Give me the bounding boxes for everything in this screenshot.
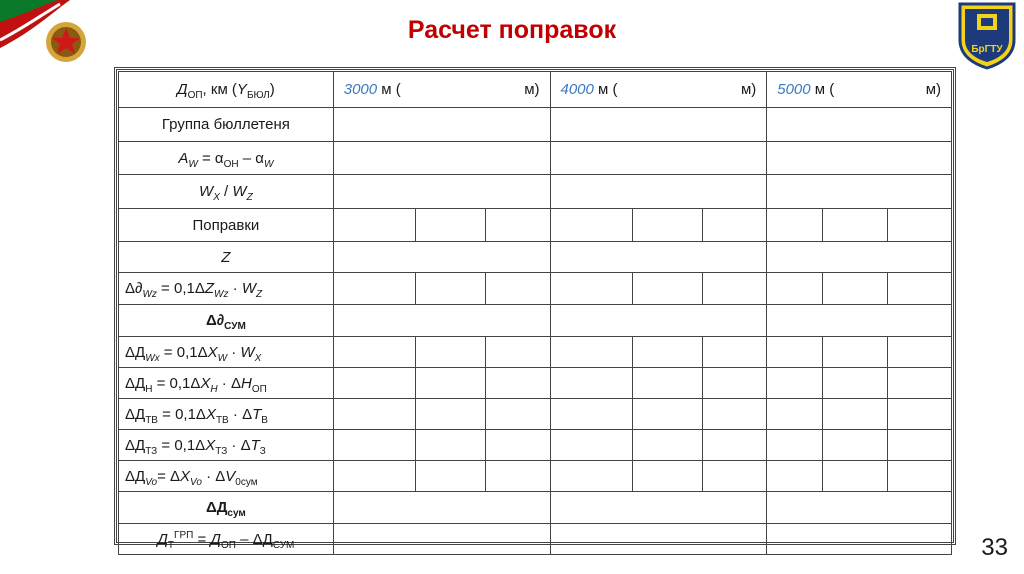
table-row: [119, 337, 952, 368]
table-cell: [550, 108, 767, 142]
table-cell: [767, 142, 952, 175]
table-cell: [767, 492, 952, 524]
table-cell: [887, 209, 951, 242]
table-row: [119, 175, 952, 209]
logo-text: БрГТУ: [971, 44, 1003, 55]
table-row: [119, 368, 952, 399]
table-row: [119, 305, 952, 337]
table-cell: [823, 399, 887, 430]
table-cell: [823, 430, 887, 461]
corrections-table-frame: [114, 67, 956, 551]
table-cell: [767, 368, 823, 399]
table-cell: [703, 461, 767, 492]
table-row: [119, 273, 952, 305]
row-label-D-t: $Д_Т^{ГРП} = Д_{ОП} - \Delta Д_{СУМ}$: [119, 524, 334, 555]
row-label-D-h: $\Delta Д_Н = 0,1\Delta X_H \cdot \Delta H_{ОП}$: [119, 368, 334, 399]
table-cell: [550, 461, 632, 492]
table-cell: [703, 273, 767, 305]
table-cell: [416, 368, 486, 399]
page-number: 33: [981, 534, 1008, 561]
table-cell: [486, 461, 550, 492]
table-cell: [632, 399, 702, 430]
row-label-D-wx: $\Delta Д_{Wx} = 0,1\Delta X_W \cdot W_X$: [119, 337, 334, 368]
table-cell: [632, 461, 702, 492]
table-cell: [550, 142, 767, 175]
table-cell: [333, 399, 415, 430]
table-cell: [550, 368, 632, 399]
table-header-row: [119, 72, 952, 108]
range-header-5000: 5000 м ( м): [767, 72, 952, 108]
table-row: [119, 492, 952, 524]
range-header-3000: 3000 м ( м): [333, 72, 550, 108]
table-cell: [632, 430, 702, 461]
table-cell: [767, 273, 823, 305]
table-cell: [632, 337, 702, 368]
table-cell: [486, 368, 550, 399]
table-cell: [767, 461, 823, 492]
table-cell: [550, 209, 632, 242]
row-label-d-wz: $\Delta\partial_{Wz} = 0,1\Delta Z_{Wz} \cdot W_Z$: [119, 273, 334, 305]
table-cell: [887, 399, 951, 430]
table-cell: [823, 209, 887, 242]
table-cell: [823, 368, 887, 399]
row-label-aw: $A_W = \alpha_{ОН} - \alpha_W$: [119, 142, 334, 175]
table-cell: [767, 430, 823, 461]
table-cell: [333, 273, 415, 305]
table-cell: [550, 337, 632, 368]
table-cell: [416, 273, 486, 305]
table-cell: [550, 399, 632, 430]
table-cell: [333, 175, 550, 209]
table-cell: [767, 524, 952, 555]
table-cell: [333, 209, 415, 242]
table-row: [119, 142, 952, 175]
table-cell: [333, 368, 415, 399]
table-cell: [550, 492, 767, 524]
table-cell: [887, 430, 951, 461]
row-label-D-tz: $\Delta Д_{ТЗ} = 0,1\Delta X_{ТЗ} \cdot \Delta T_З$: [119, 430, 334, 461]
table-cell: [486, 399, 550, 430]
table-cell: [416, 399, 486, 430]
row-label-z: Z: [119, 242, 334, 273]
table-row: [119, 242, 952, 273]
table-cell: [767, 305, 952, 337]
table-row: [119, 524, 952, 555]
table-cell: [703, 337, 767, 368]
table-cell: [767, 242, 952, 273]
table-cell: [416, 430, 486, 461]
table-cell: [486, 273, 550, 305]
table-cell: [333, 305, 550, 337]
row-label-popravki: Поправки: [119, 209, 334, 242]
table-row: [119, 209, 952, 242]
table-cell: [767, 209, 823, 242]
table-cell: [767, 108, 952, 142]
table-cell: [767, 399, 823, 430]
table-cell: [550, 242, 767, 273]
table-cell: [333, 430, 415, 461]
table-cell: [887, 368, 951, 399]
table-cell: [823, 461, 887, 492]
table-cell: [887, 461, 951, 492]
range-header-4000: 4000 м ( м): [550, 72, 767, 108]
table-cell: [550, 430, 632, 461]
corrections-table: [118, 71, 952, 555]
row-label-D-tv: $\Delta Д_{ТВ} = 0,1\Delta X_{ТВ} \cdot \Delta T_В$: [119, 399, 334, 430]
table-cell: [333, 461, 415, 492]
row-label-D-vo: $\Delta Д_{Vo}= \Delta X_{Vo} \cdot \Delta V_{0сум}$: [119, 461, 334, 492]
table-cell: [416, 461, 486, 492]
university-logo-icon: [954, 0, 1020, 70]
table-cell: [333, 337, 415, 368]
row-label-wxwz: $W_X / W_Z$: [119, 175, 334, 209]
table-row: [119, 108, 952, 142]
table-cell: [486, 209, 550, 242]
table-cell: [887, 337, 951, 368]
table-cell: [333, 142, 550, 175]
table-cell: [767, 337, 823, 368]
table-cell: [632, 368, 702, 399]
row-label-gruppa: Группа бюллетеня: [119, 108, 334, 142]
row-label-d-sum: $\Delta\partial_{СУМ}$: [119, 305, 334, 337]
table-cell: [703, 430, 767, 461]
row-label-D-sum: $\Delta Д_{сум}$: [119, 492, 334, 524]
slide-title: Расчет поправок: [407, 16, 617, 44]
table-row: [119, 461, 952, 492]
table-row: [119, 399, 952, 430]
table-cell: [416, 209, 486, 242]
table-cell: [823, 337, 887, 368]
table-cell: [703, 399, 767, 430]
table-cell: [550, 305, 767, 337]
table-cell: [333, 108, 550, 142]
table-cell: [632, 273, 702, 305]
table-row: [119, 430, 952, 461]
table-cell: [486, 430, 550, 461]
flag-emblem-icon: [0, 0, 100, 68]
table-cell: [767, 175, 952, 209]
table-cell: [632, 209, 702, 242]
table-cell: [703, 368, 767, 399]
table-cell: [703, 209, 767, 242]
table-cell: [333, 492, 550, 524]
table-cell: [486, 337, 550, 368]
table-cell: [887, 273, 951, 305]
param-header-cell: $Д_{ОП}$, км $(Y_{БЮЛ})$: [119, 72, 334, 108]
table-cell: [333, 242, 550, 273]
table-cell: [823, 273, 887, 305]
table-cell: [550, 175, 767, 209]
table-cell: [333, 524, 550, 555]
table-cell: [416, 337, 486, 368]
table-cell: [550, 524, 767, 555]
table-cell: [550, 273, 632, 305]
